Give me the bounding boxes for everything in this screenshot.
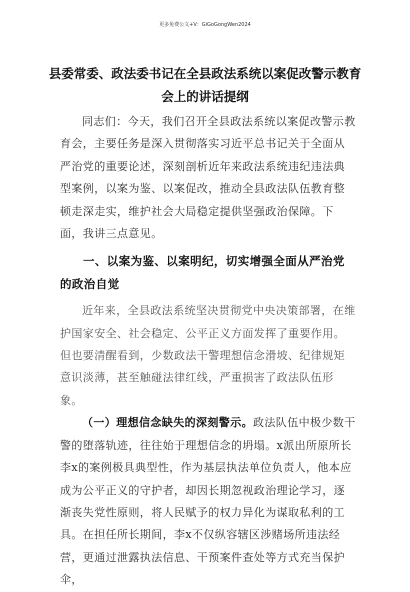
title-line-2: 会上的讲话提纲 xyxy=(161,89,249,104)
subsection-paragraph xyxy=(60,412,356,591)
header-note: 更多免费公文+V：GiGoGongWen2024 xyxy=(159,22,251,28)
document-title xyxy=(40,62,370,108)
section-heading-1: 一、以案为鉴、以案明纪，切实增强全面从严治党的政治自觉 xyxy=(60,254,345,291)
subsection-heading-1: （一）理想信念缺失的深刻警示。 xyxy=(82,416,253,430)
title-line-1: 县委常委、政法委书记在全县政法系统以案促改警示教育 xyxy=(48,66,362,81)
intro-paragraph: 育会，主要任务是深入贯彻落实习近平总书记关于全面从严治党的重要论述，深刻剖析近年来政法系统违纪违法典型案例，以案为鉴、以案促改，推动全县政法队伍教育整顿走深走实，维护社会大局稳定提供坚强政治保障。下面，我讲三点意见。 xyxy=(60,137,345,241)
greeting-paragraph: 同志们：今天，我们召开全县政法系统以案促改警示教 xyxy=(82,115,356,128)
section1-paragraph: 近年来，全县政法系统坚决贯彻党中央决策部署，在维护国家安全、社会稳定、公平正义方面发挥了重要作用。但也要清醒看到，少数政法干警理想信念滑坡、纪律规矩意识淡薄，甚至触碰法律红线，严重损害了政法队伍形象。 xyxy=(60,304,356,407)
document-body xyxy=(60,111,356,592)
subsection-text: 政法队伍中极少数干警的堕落轨迹，往往始于理想信念的坍塌。x派出所原所长李x的案例极具典型性，作为基层执法单位负责人，他本应成为公平正义的守护者，却因长期忽视政治理论学习，逐渐丧失党性原则，将人民赋予的权力异化为谋取私利的工具。在担任所长期间，李x不仅纵容辖区涉赌场所违法经营，更通过泄露执法信息、干预案件查处等方式充当保护伞， xyxy=(60,416,356,587)
